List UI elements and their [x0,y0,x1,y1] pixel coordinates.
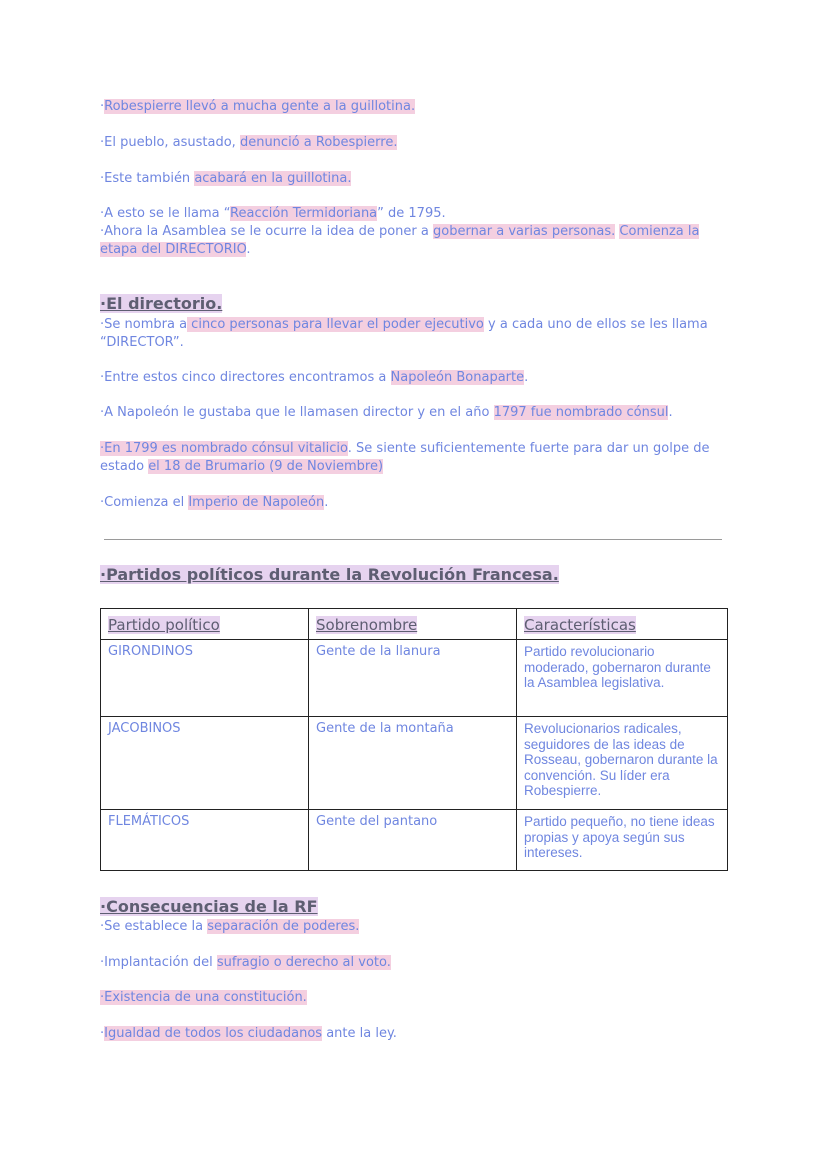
note-line-asamblea: ·Ahora la Asamblea se le ocurre la idea de poner a gobernar a varias personas. Comienza la etapa del DIRECTORIO. [100,224,700,257]
note-line-cinco-personas: ·Se nombra a cinco personas para llevar el poder ejecutivo y a cada uno de ellos se les llama “DIRECTOR”. [100,317,708,350]
note-line-reaccion: ·A esto se le llama “Reacción Termidoriana” de 1795. [100,206,446,221]
table-cell-caracteristicas: Revolucionarios radicales, seguidores de las ideas de Rosseau, gobernaron durante la convención. Su líder era Robespierre. [517,717,728,810]
note-line-separacion: ·Se establece la separación de poderes. [100,919,360,934]
note-line-robespierre: ·Robespierre llevó a mucha gente a la guillotina. [100,99,416,114]
column-header-partido: Partido político [101,609,309,640]
table-cell-partido: GIRONDINOS [101,640,309,717]
table-header-row [101,609,728,640]
table-cell-caracteristicas: Partido revolucionario moderado, gobernaron durante la Asamblea legislativa. [517,640,728,717]
column-header-caracteristicas: Características [517,609,728,640]
table-cell-sobrenombre: Gente de la llanura [309,640,517,717]
note-line-guillotina: ·Este también acabará en la guillotina. [100,171,352,186]
section-heading-directorio: ·El directorio. [100,294,223,313]
table-cell-sobrenombre: Gente del pantano [309,810,517,871]
column-header-sobrenombre: Sobrenombre [309,609,517,640]
note-line-denuncia: ·El pueblo, asustado, denunció a Robespierre. [100,135,398,150]
table-cell-caracteristicas: Partido pequeño, no tiene ideas propias y apoya según sus intereses. [517,810,728,871]
note-line-sufragio: ·Implantación del sufragio o derecho al voto. [100,955,391,970]
note-line-imperio: ·Comienza el Imperio de Napoleón. [100,495,329,510]
table-row [101,810,728,871]
table-row [101,717,728,810]
partidos-table [100,608,728,871]
note-line-consul-vitalicio: ·En 1799 es nombrado cónsul vitalicio. Se siente suficientemente fuerte para dar un golpe de estado el 18 de Brumario (9 de Noviembre) [100,441,710,474]
section-heading-consecuencias: ·Consecuencias de la RF [100,897,318,916]
table-cell-partido: JACOBINOS [101,717,309,810]
table-cell-sobrenombre: Gente de la montaña [309,717,517,810]
note-line-napoleon: ·Entre estos cinco directores encontramos a Napoleón Bonaparte. [100,370,529,385]
table-row [101,640,728,717]
horizontal-divider [104,539,722,540]
section-heading-partidos: ·Partidos políticos durante la Revolución Francesa. [100,565,559,584]
note-line-constitucion: ·Existencia de una constitución. [100,990,307,1005]
note-line-consul: ·A Napoleón le gustaba que le llamasen director y en el año 1797 fue nombrado cónsul. [100,405,673,420]
note-line-igualdad: ·Igualdad de todos los ciudadanos ante la ley. [100,1026,397,1041]
table-cell-partido: FLEMÁTICOS [101,810,309,871]
